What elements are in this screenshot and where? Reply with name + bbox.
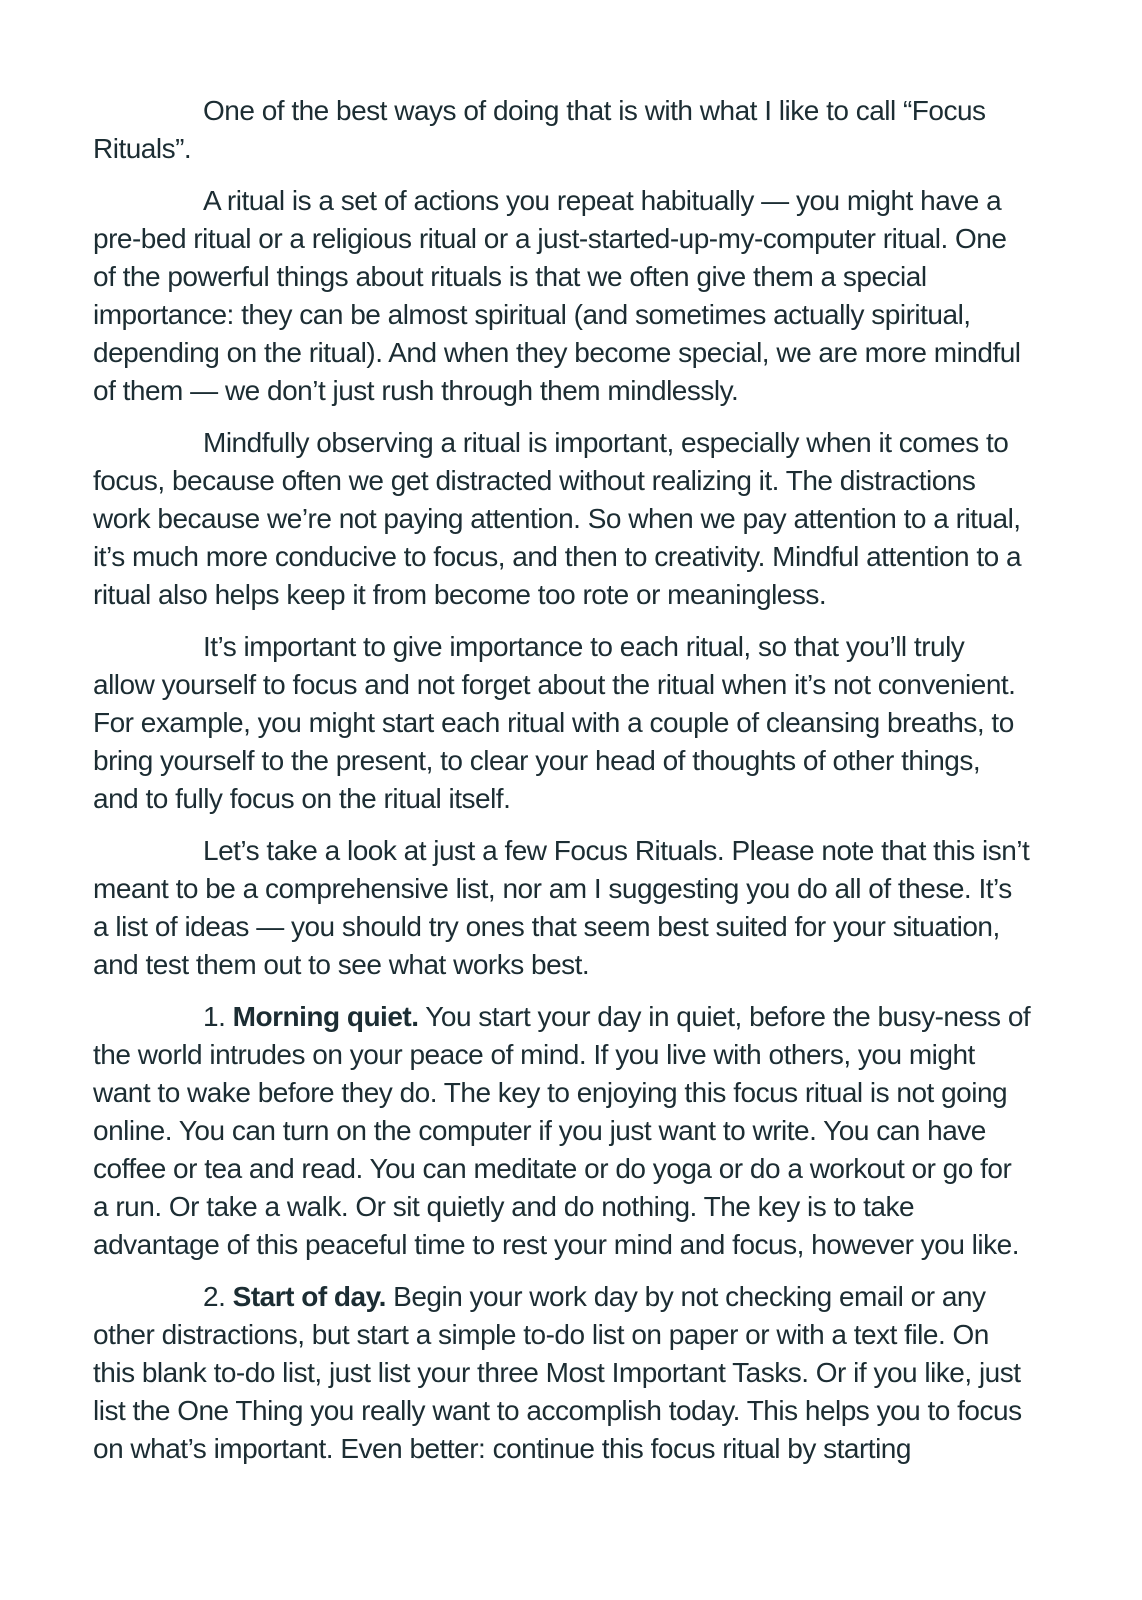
paragraph-line: this blank to-do list, just list your three Most Important Tasks. Or if you like, just	[93, 1357, 1021, 1388]
paragraph-line: ritual also helps keep it from become too rote or meaningless.	[93, 579, 827, 610]
paragraph-line: advantage of this peaceful time to rest your mind and focus, however you like.	[93, 1229, 1019, 1260]
list-item-text: Begin your work day by not checking email or any	[393, 1281, 986, 1312]
paragraph-line: coffee or tea and read. You can meditate or do yoga or do a workout or go for	[93, 1153, 1012, 1184]
paragraph-line: focus, because often we get distracted without realizing it. The distractions	[93, 465, 976, 496]
paragraph-line: list the One Thing you really want to accomplish today. This helps you to focus	[93, 1395, 1022, 1426]
document-page	[93, 92, 1063, 1482]
paragraph-line: online. You can turn on the computer if you just want to write. You can have	[93, 1115, 986, 1146]
paragraph-line: other distractions, but start a simple to-do list on paper or with a text file. On	[93, 1319, 989, 1350]
paragraph-line: on what’s important. Even better: continue this focus ritual by starting	[93, 1433, 911, 1464]
paragraph-line: and to fully focus on the ritual itself.	[93, 783, 511, 814]
paragraph-line: of them — we don’t just rush through them mindlessly.	[93, 375, 739, 406]
paragraph-line: It’s important to give importance to each ritual, so that you’ll truly	[203, 631, 965, 662]
list-item-number: 2.	[203, 1281, 226, 1312]
paragraph-line: bring yourself to the present, to clear your head of thoughts of other things,	[93, 745, 981, 776]
paragraph-line: of the powerful things about rituals is that we often give them a special	[93, 261, 927, 292]
paragraph-1	[93, 92, 1063, 168]
paragraph-line: it’s much more conducive to focus, and then to creativity. Mindful attention to a	[93, 541, 1022, 572]
list-item-title: Morning quiet.	[232, 1001, 419, 1032]
list-item-text: You start your day in quiet, before the busy-ness of	[425, 1001, 1031, 1032]
paragraph-4	[93, 628, 1063, 818]
list-item-first-line	[93, 998, 1063, 1036]
paragraph-line: work because we’re not paying attention. So when we pay attention to a ritual,	[93, 503, 1021, 534]
paragraph-line: Mindfully observing a ritual is important, especially when it comes to	[203, 427, 1009, 458]
paragraph-5	[93, 832, 1063, 984]
paragraph-line: allow yourself to focus and not forget about the ritual when it’s not convenient.	[93, 669, 1016, 700]
list-item-number: 1.	[203, 1001, 226, 1032]
paragraph-line: and test them out to see what works best.	[93, 949, 590, 980]
paragraph-line: importance: they can be almost spiritual (and sometimes actually spiritual,	[93, 299, 971, 330]
paragraph-line: meant to be a comprehensive list, nor am I suggesting you do all of these. It’s	[93, 873, 1012, 904]
paragraph-line: want to wake before they do. The key to enjoying this focus ritual is not going	[93, 1077, 1008, 1108]
list-item-start-of-day	[93, 1278, 1063, 1468]
list-item-first-line	[93, 1278, 1063, 1316]
paragraph-line: Rituals”.	[93, 133, 192, 164]
paragraph-line: For example, you might start each ritual with a couple of cleansing breaths, to	[93, 707, 1014, 738]
paragraph-line: Let’s take a look at just a few Focus Rituals. Please note that this isn’t	[203, 835, 1030, 866]
paragraph-line: A ritual is a set of actions you repeat habitually — you might have a	[203, 185, 1002, 216]
paragraph-line: One of the best ways of doing that is with what I like to call “Focus	[203, 95, 986, 126]
list-item-morning-quiet	[93, 998, 1063, 1264]
paragraph-line: a run. Or take a walk. Or sit quietly and do nothing. The key is to take	[93, 1191, 915, 1222]
paragraph-3	[93, 424, 1063, 614]
paragraph-line: pre-bed ritual or a religious ritual or a just-started-up-my-computer ritual. One	[93, 223, 1007, 254]
paragraph-line: depending on the ritual). And when they become special, we are more mindful	[93, 337, 1021, 368]
paragraph-line: a list of ideas — you should try ones that seem best suited for your situation,	[93, 911, 1000, 942]
paragraph-line: the world intrudes on your peace of mind. If you live with others, you might	[93, 1039, 975, 1070]
list-item-title: Start of day.	[232, 1281, 386, 1312]
paragraph-2	[93, 182, 1063, 410]
